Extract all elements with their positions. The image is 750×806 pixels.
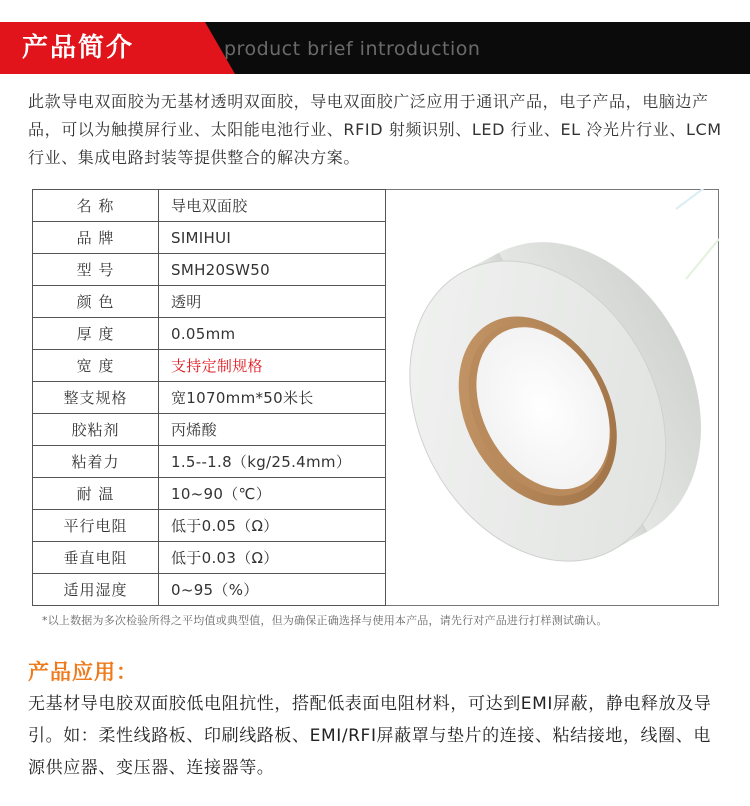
spec-key: 品 牌	[33, 222, 159, 254]
spec-value: 1.5--1.8（kg/25.4mm）	[159, 446, 386, 478]
section-subtitle: product brief introduction	[224, 38, 481, 60]
spec-row	[33, 478, 386, 510]
spec-key: 耐 温	[33, 478, 159, 510]
spec-row	[33, 446, 386, 478]
spec-value: 导电双面胶	[159, 190, 386, 222]
spec-key: 宽 度	[33, 350, 159, 382]
spec-value: 10~90（℃）	[159, 478, 386, 510]
spec-row	[33, 190, 386, 222]
spec-value: 低于0.05（Ω）	[159, 510, 386, 542]
spec-key: 胶粘剂	[33, 414, 159, 446]
spec-row	[33, 350, 386, 382]
spec-key: 颜 色	[33, 286, 159, 318]
spec-row	[33, 254, 386, 286]
spec-value: SMH20SW50	[159, 254, 386, 286]
spec-key: 适用湿度	[33, 574, 159, 606]
spec-key: 平行电阻	[33, 510, 159, 542]
spec-value: 0.05mm	[159, 318, 386, 350]
tape-roll-image	[386, 189, 719, 606]
spec-key: 名 称	[33, 190, 159, 222]
application-text: 无基材导电胶双面胶低电阻抗性，搭配低表面电阻材料，可达到EMI屏蔽，静电释放及导引。如：柔性线路板、印刷线路板、EMI/RFI屏蔽罩与垫片的连接、粘结接地，线圈、电源供应器、变压器、连接器等。	[28, 694, 712, 778]
product-image	[386, 189, 719, 606]
spec-row	[33, 318, 386, 350]
spec-value: 支持定制规格	[159, 350, 386, 382]
spec-key: 粘着力	[33, 446, 159, 478]
spec-row	[33, 574, 386, 606]
spec-key: 垂直电阻	[33, 542, 159, 574]
spec-row	[33, 382, 386, 414]
spec-row	[33, 542, 386, 574]
spec-value: 透明	[159, 286, 386, 318]
spec-key: 厚 度	[33, 318, 159, 350]
spec-key: 型 号	[33, 254, 159, 286]
spec-value: 宽1070mm*50米长	[159, 382, 386, 414]
spec-row	[33, 286, 386, 318]
section-header	[0, 22, 750, 74]
spec-value: SIMIHUI	[159, 222, 386, 254]
footnote: *以上数据为多次检验所得之平均值或典型值，但为确保正确选择与使用本产品，请先行对产品进行打样测试确认。	[42, 614, 608, 627]
section-title: 产品简介	[22, 33, 135, 63]
spec-row	[33, 222, 386, 254]
spec-value: 低于0.03（Ω）	[159, 542, 386, 574]
spec-table	[32, 189, 386, 606]
intro-paragraph: 此款导电双面胶为无基材透明双面胶，导电双面胶广泛应用于通讯产品，电子产品，电脑边产品，可以为触摸屏行业、太阳能电池行业、RFID 射频识别、LED 行业、EL 冷光片行业、LCM 行业、集成电路封装等提供整合的解决方案。	[28, 92, 722, 167]
spec-value: 0~95（%）	[159, 574, 386, 606]
spec-value: 丙烯酸	[159, 414, 386, 446]
spec-row	[33, 510, 386, 542]
application-title: 产品应用：	[28, 660, 138, 684]
spec-row	[33, 414, 386, 446]
spec-key: 整支规格	[33, 382, 159, 414]
